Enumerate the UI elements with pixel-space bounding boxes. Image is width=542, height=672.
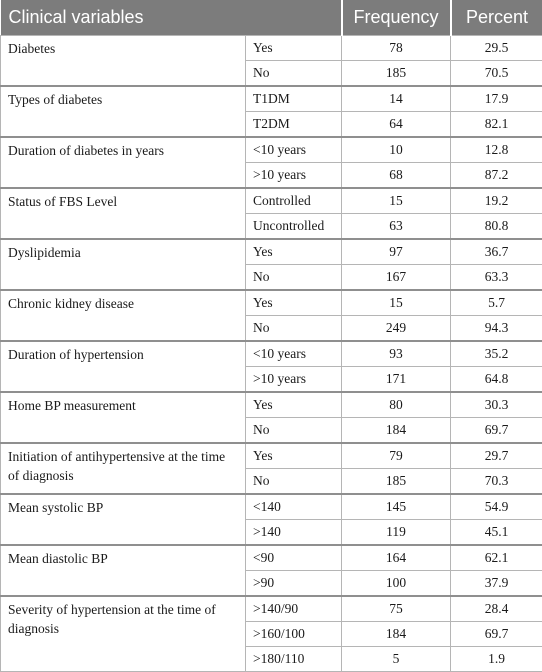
variable-name-cell: Mean systolic BP [1,494,246,545]
category-cell: >90 [246,571,342,597]
frequency-cell: 68 [342,163,451,189]
percent-cell: 1.9 [451,647,542,672]
percent-cell: 36.7 [451,239,542,265]
frequency-cell: 63 [342,214,451,240]
frequency-cell: 185 [342,469,451,495]
percent-cell: 54.9 [451,494,542,520]
percent-cell: 19.2 [451,188,542,214]
percent-cell: 69.7 [451,622,542,647]
frequency-cell: 249 [342,316,451,342]
percent-cell: 69.7 [451,418,542,444]
percent-cell: 12.8 [451,137,542,163]
frequency-cell: 119 [342,520,451,546]
percent-cell: 80.8 [451,214,542,240]
variable-name-cell: Initiation of antihypertensive at the time of diagnosis [1,443,246,494]
frequency-cell: 93 [342,341,451,367]
variable-name-cell: Status of FBS Level [1,188,246,239]
table-row [1,239,542,265]
percent-cell: 82.1 [451,112,542,138]
percent-cell: 64.8 [451,367,542,393]
header-frequency: Frequency [342,0,451,36]
variable-name-cell: Duration of hypertension [1,341,246,392]
variable-name-cell: Types of diabetes [1,86,246,137]
frequency-cell: 75 [342,596,451,622]
header-clinical-variables: Clinical variables [1,0,342,36]
category-cell: >140 [246,520,342,546]
percent-cell: 35.2 [451,341,542,367]
percent-cell: 70.5 [451,61,542,87]
category-cell: <140 [246,494,342,520]
frequency-cell: 15 [342,188,451,214]
percent-cell: 37.9 [451,571,542,597]
table-row [1,596,542,622]
table-row [1,494,542,520]
category-cell: <90 [246,545,342,571]
table-header [1,0,542,36]
frequency-cell: 10 [342,137,451,163]
percent-cell: 29.7 [451,443,542,469]
category-cell: No [246,316,342,342]
percent-cell: 94.3 [451,316,542,342]
frequency-cell: 145 [342,494,451,520]
category-cell: <10 years [246,137,342,163]
frequency-cell: 97 [342,239,451,265]
table-row [1,86,542,112]
frequency-cell: 185 [342,61,451,87]
table-row [1,36,542,61]
frequency-cell: 78 [342,36,451,61]
category-cell: Yes [246,239,342,265]
percent-cell: 70.3 [451,469,542,495]
frequency-cell: 79 [342,443,451,469]
category-cell: <10 years [246,341,342,367]
variable-name-cell: Chronic kidney disease [1,290,246,341]
percent-cell: 28.4 [451,596,542,622]
table-row [1,545,542,571]
table-row [1,137,542,163]
category-cell: Yes [246,392,342,418]
table-row [1,443,542,469]
category-cell: T2DM [246,112,342,138]
frequency-cell: 164 [342,545,451,571]
percent-cell: 30.3 [451,392,542,418]
category-cell: Controlled [246,188,342,214]
percent-cell: 29.5 [451,36,542,61]
category-cell: Uncontrolled [246,214,342,240]
table-row [1,188,542,214]
header-row [1,0,542,36]
percent-cell: 87.2 [451,163,542,189]
category-cell: No [246,418,342,444]
percent-cell: 5.7 [451,290,542,316]
category-cell: Yes [246,290,342,316]
category-cell: Yes [246,443,342,469]
category-cell: >10 years [246,367,342,393]
category-cell: T1DM [246,86,342,112]
frequency-cell: 171 [342,367,451,393]
variable-name-cell: Mean diastolic BP [1,545,246,596]
category-cell: No [246,265,342,291]
table-row [1,392,542,418]
category-cell: No [246,469,342,495]
variable-name-cell: Duration of diabetes in years [1,137,246,188]
variable-name-cell: Diabetes [1,36,246,87]
percent-cell: 62.1 [451,545,542,571]
table-body [1,36,542,672]
category-cell: No [246,61,342,87]
frequency-cell: 14 [342,86,451,112]
frequency-cell: 184 [342,622,451,647]
table-row [1,341,542,367]
category-cell: >180/110 [246,647,342,672]
variable-name-cell: Home BP measurement [1,392,246,443]
percent-cell: 45.1 [451,520,542,546]
frequency-cell: 64 [342,112,451,138]
category-cell: Yes [246,36,342,61]
frequency-cell: 80 [342,392,451,418]
header-percent: Percent [451,0,542,36]
category-cell: >160/100 [246,622,342,647]
table-row [1,290,542,316]
percent-cell: 63.3 [451,265,542,291]
frequency-cell: 184 [342,418,451,444]
variable-name-cell: Dyslipidemia [1,239,246,290]
category-cell: >140/90 [246,596,342,622]
frequency-cell: 15 [342,290,451,316]
frequency-cell: 100 [342,571,451,597]
frequency-cell: 5 [342,647,451,672]
variable-name-cell: Severity of hypertension at the time of diagnosis [1,596,246,672]
category-cell: >10 years [246,163,342,189]
frequency-cell: 167 [342,265,451,291]
percent-cell: 17.9 [451,86,542,112]
